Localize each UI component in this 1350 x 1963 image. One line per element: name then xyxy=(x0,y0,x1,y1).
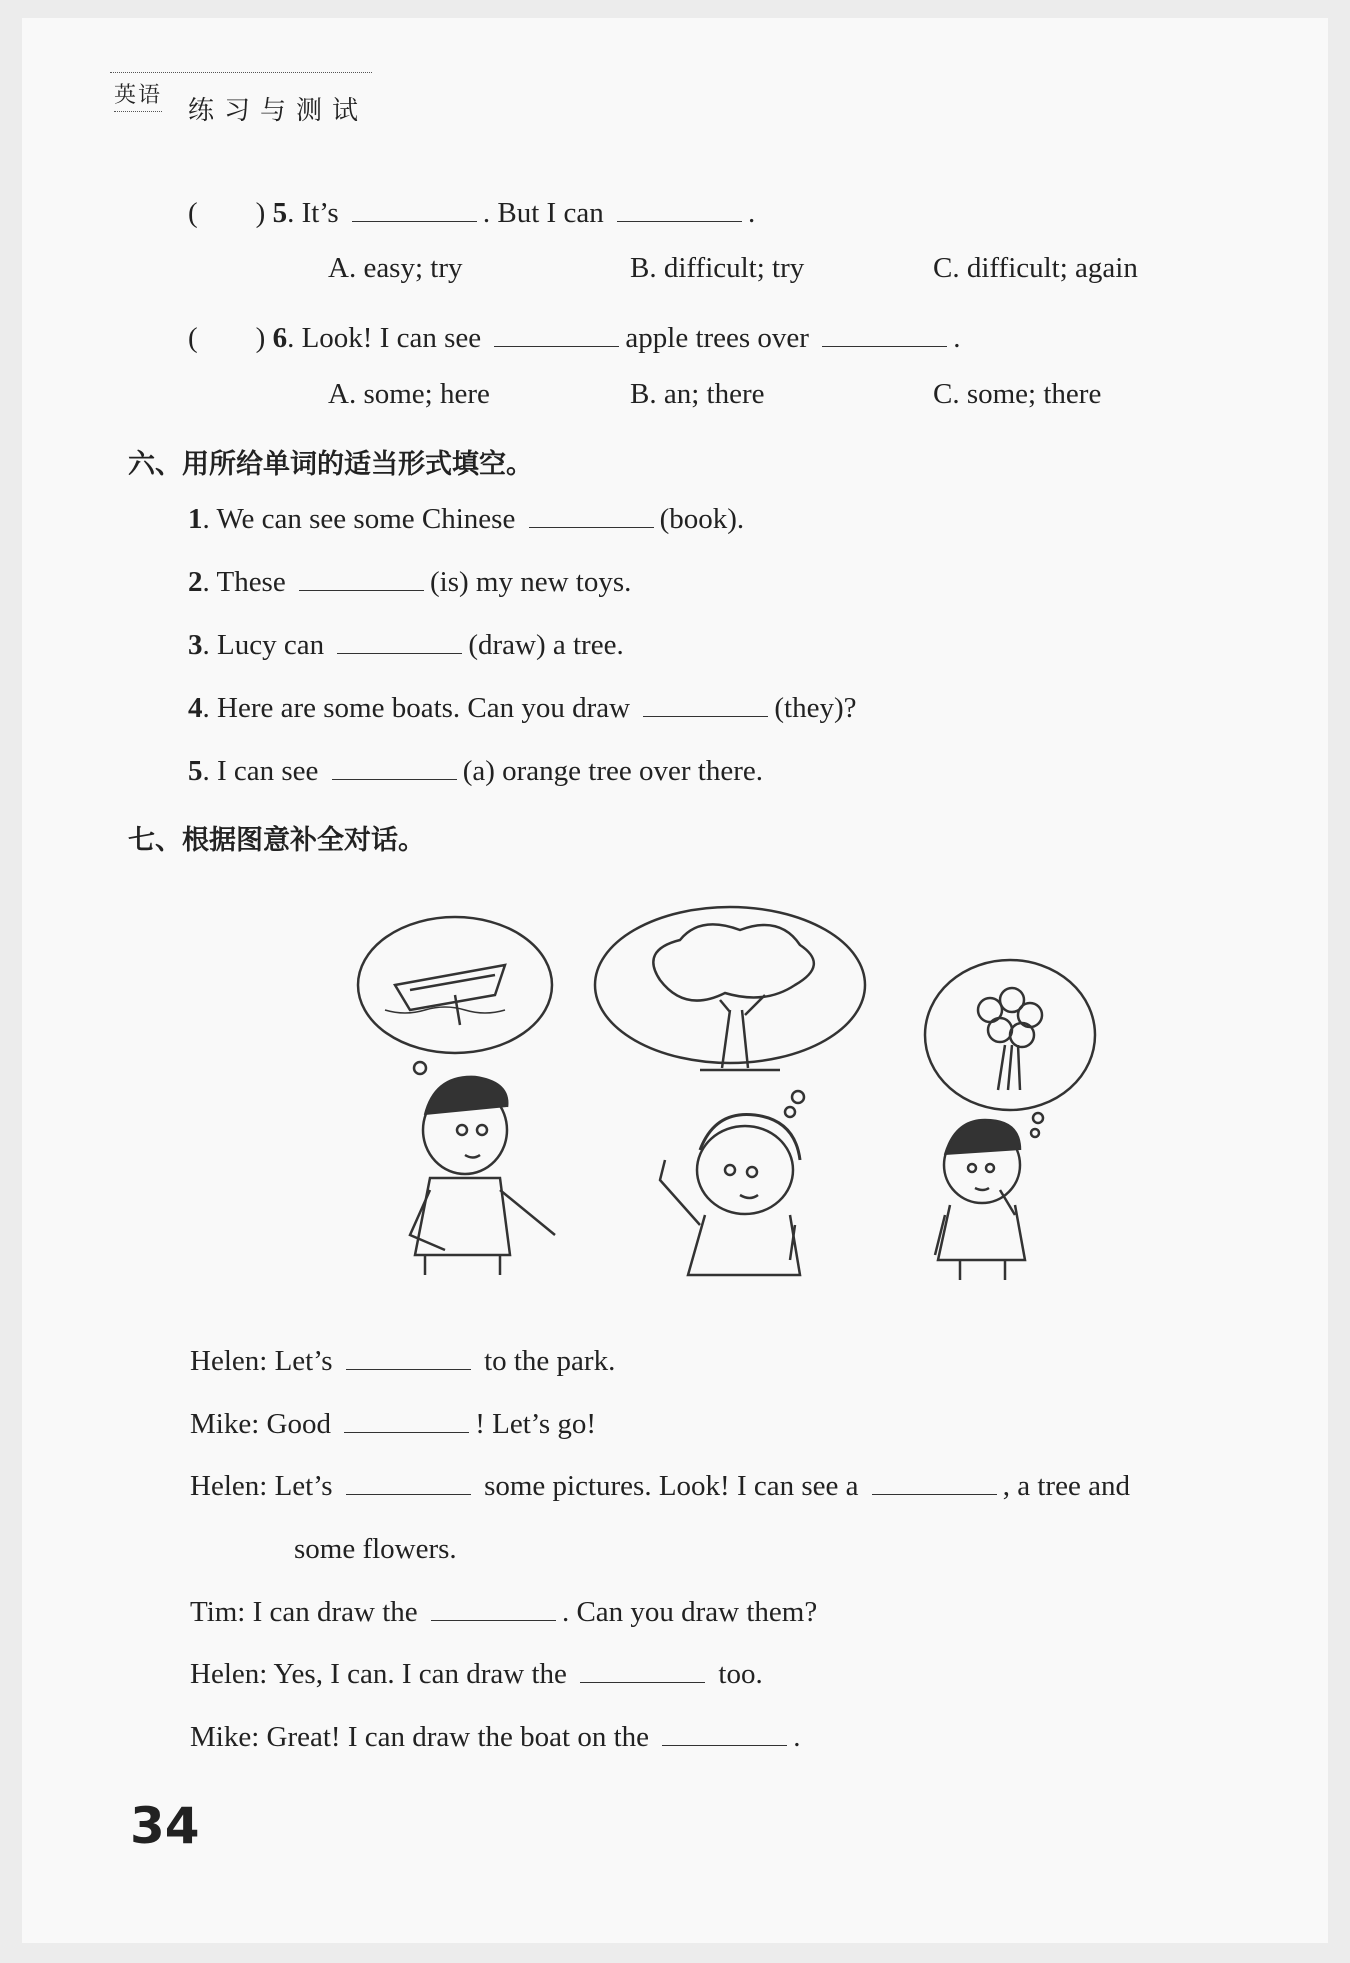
dialogue-line-2 xyxy=(190,1408,596,1441)
item-text: . Here are some boats. Can you draw xyxy=(202,692,631,724)
dialogue-text: Great! I can draw the boat on the xyxy=(266,1721,649,1753)
answer-blank[interactable] xyxy=(872,1470,997,1495)
dialogue-line-1 xyxy=(190,1345,615,1378)
answer-paren[interactable]: ( ) xyxy=(188,197,266,229)
section-7-title: 七、根据图意补全对话。 xyxy=(128,825,425,856)
speaker-name: Tim: xyxy=(190,1596,246,1628)
dialogue-text: , a tree and xyxy=(1002,1470,1130,1502)
boy-figure xyxy=(410,1077,555,1275)
dialogue-text: Yes, I can. I can draw the xyxy=(273,1658,567,1690)
option-b: B. difficult; try xyxy=(630,252,805,284)
section-6-title: 六、用所给单词的适当形式填空。 xyxy=(128,449,533,480)
answer-blank[interactable] xyxy=(346,1345,471,1370)
dialogue-line-5 xyxy=(190,1658,763,1691)
question-text: . xyxy=(747,197,756,229)
dialogue-text: Let’s xyxy=(274,1345,333,1377)
dialogue-text: too. xyxy=(718,1658,763,1690)
item-text: (a) orange tree over there. xyxy=(462,755,763,787)
flowers-icon xyxy=(978,988,1042,1090)
speaker-name: Helen: xyxy=(190,1658,268,1690)
page-number: 34 xyxy=(130,1797,200,1855)
item-text: (they)? xyxy=(774,692,857,724)
dialogue-text: . Can you draw them? xyxy=(561,1596,818,1628)
speaker-name: Helen: xyxy=(190,1345,268,1377)
answer-blank[interactable] xyxy=(431,1596,556,1621)
item-number: 5 xyxy=(188,755,203,787)
boat-icon xyxy=(385,965,505,1025)
item-text: (draw) a tree. xyxy=(468,629,624,661)
dialogue-line-3 xyxy=(190,1470,1130,1503)
question-number: 5 xyxy=(272,197,288,229)
item-text: . Lucy can xyxy=(202,629,325,661)
question-text: . It’s xyxy=(287,197,339,229)
item-text: (book). xyxy=(659,503,745,535)
question-text: apple trees over xyxy=(625,322,809,354)
dialogue-text: Good xyxy=(266,1408,331,1440)
item-number: 2 xyxy=(188,566,203,598)
option-a: A. easy; try xyxy=(328,252,463,284)
boy-figure xyxy=(935,1120,1025,1280)
dialogue-text: . xyxy=(793,1721,801,1753)
option-b: B. an; there xyxy=(630,378,765,410)
girl-figure xyxy=(660,1114,800,1275)
option-c: C. difficult; again xyxy=(933,252,1138,284)
question-number: 6 xyxy=(272,322,288,354)
dialogue-text: ! Let’s go! xyxy=(475,1408,597,1440)
answer-paren[interactable]: ( ) xyxy=(188,322,266,354)
speaker-name: Helen: xyxy=(190,1470,268,1502)
answer-blank[interactable] xyxy=(346,1470,471,1495)
header-subject: 英语 xyxy=(114,78,162,112)
header-title: 练习与测试 xyxy=(188,96,369,126)
question-text: . Look! I can see xyxy=(287,322,482,354)
option-c: C. some; there xyxy=(933,378,1102,410)
item-text: . I can see xyxy=(202,755,319,787)
speaker-name: Mike: xyxy=(190,1408,260,1440)
dialogue-text: some pictures. Look! I can see a xyxy=(484,1470,859,1502)
option-a: A. some; here xyxy=(328,378,490,410)
item-number: 4 xyxy=(188,692,203,724)
thought-bubble-boat xyxy=(358,917,552,1053)
answer-blank[interactable] xyxy=(662,1721,787,1746)
item-number: 1 xyxy=(188,503,203,535)
item-text: . These xyxy=(202,566,286,598)
speaker-name: Mike: xyxy=(190,1721,260,1753)
dialogue-text: Let’s xyxy=(274,1470,333,1502)
thought-bubble-tree xyxy=(595,907,865,1063)
answer-blank[interactable] xyxy=(580,1658,705,1683)
item-number: 3 xyxy=(188,629,203,661)
dialogue-line-6 xyxy=(190,1721,801,1754)
answer-blank[interactable] xyxy=(344,1408,469,1433)
question-text: . But I can xyxy=(482,197,604,229)
dialogue-text: to the park. xyxy=(484,1345,616,1377)
dialogue-line-3-cont: some flowers. xyxy=(294,1533,457,1565)
dialogue-line-4 xyxy=(190,1596,817,1629)
question-text: . xyxy=(953,322,961,354)
tree-icon xyxy=(653,924,814,1070)
item-text: . We can see some Chinese xyxy=(202,503,516,535)
dialogue-text: I can draw the xyxy=(252,1596,418,1628)
item-text: (is) my new toys. xyxy=(429,566,632,598)
